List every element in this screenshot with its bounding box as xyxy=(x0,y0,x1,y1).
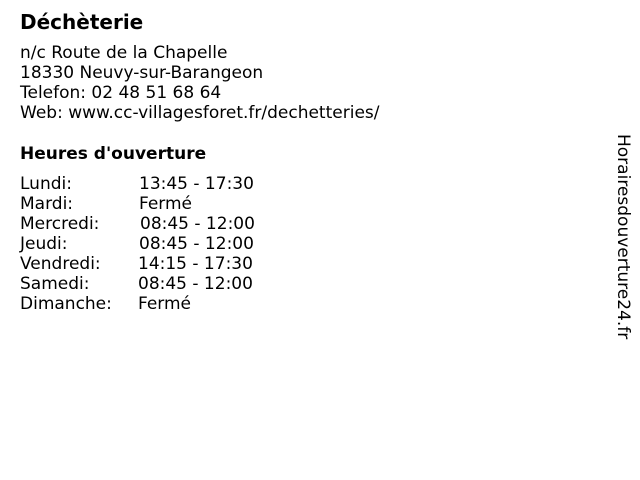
day-hours: 08:45 - 12:00 xyxy=(139,234,254,254)
day-label: Mardi: xyxy=(20,194,74,214)
day-hours: 08:45 - 12:00 xyxy=(138,274,253,294)
day-label: Lundi: xyxy=(20,174,72,194)
address-city: 18330 Neuvy-sur-Barangeon xyxy=(20,63,264,83)
day-label: Vendredi: xyxy=(20,254,101,274)
day-hours: Fermé xyxy=(139,194,193,214)
day-label: Jeudi: xyxy=(20,234,68,254)
day-label: Mercredi: xyxy=(20,214,100,234)
website-link[interactable]: Web: www.cc-villagesforet.fr/dechetteries/ xyxy=(20,103,380,123)
site-watermark: Horairesdouverture24.fr xyxy=(613,134,633,340)
place-title: Déchèterie xyxy=(20,10,144,34)
address-block xyxy=(20,43,379,123)
day-hours: 13:45 - 17:30 xyxy=(139,174,254,194)
day-hours: 14:15 - 17:30 xyxy=(138,254,253,274)
day-label: Dimanche: xyxy=(20,294,112,314)
day-hours: 08:45 - 12:00 xyxy=(140,214,255,234)
day-label: Samedi: xyxy=(20,274,90,294)
day-hours: Fermé xyxy=(138,294,192,314)
opening-hours-heading: Heures d'ouverture xyxy=(20,144,207,164)
phone-number: Telefon: 02 48 51 68 64 xyxy=(20,83,222,103)
address-street: n/c Route de la Chapelle xyxy=(20,43,228,63)
